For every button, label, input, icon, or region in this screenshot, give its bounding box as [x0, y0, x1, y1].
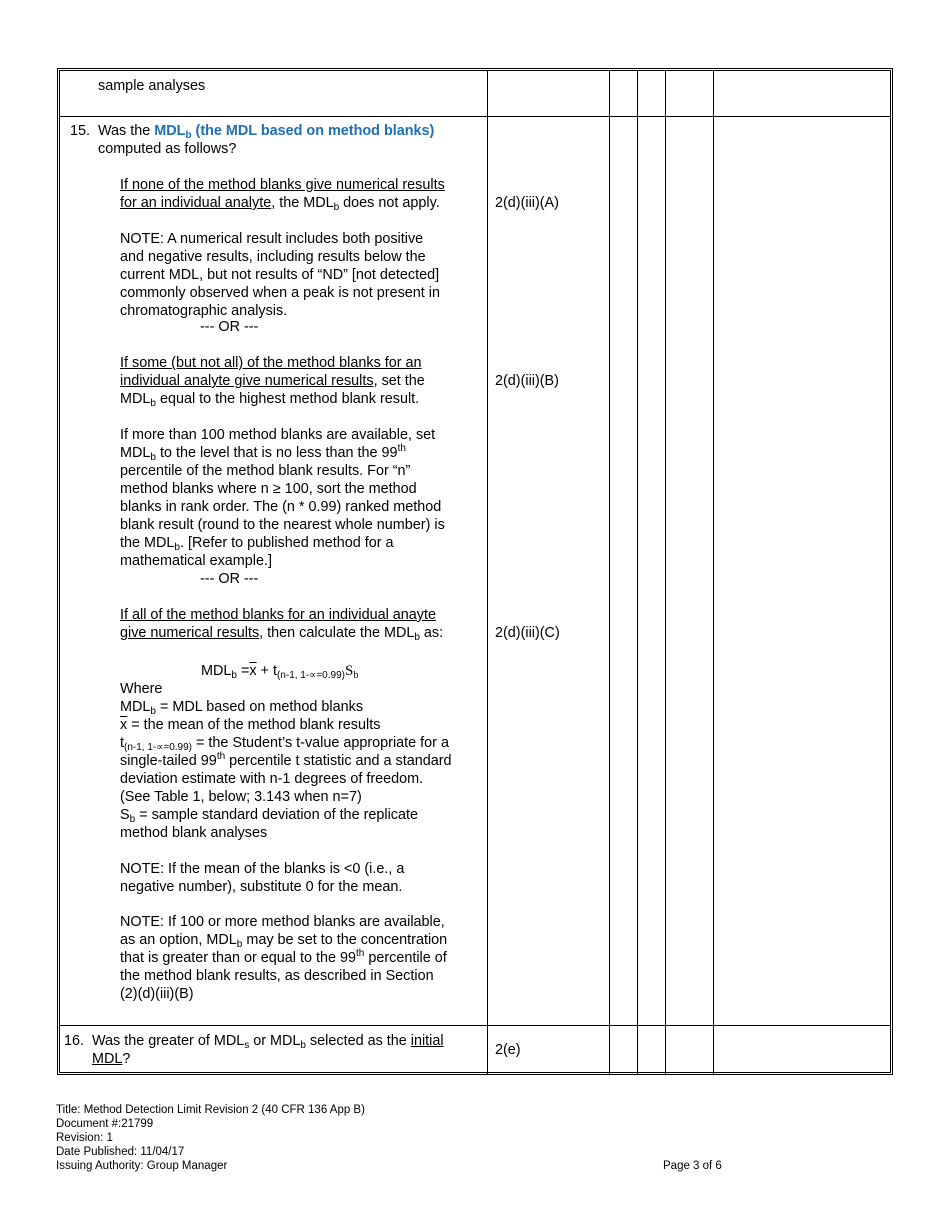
note-line: commonly observed when a peak is not present in [120, 285, 440, 301]
definition-line: single-tailed 99th percentile t statistic and a standard [120, 751, 452, 769]
row-divider [60, 116, 890, 117]
item-15-question-line2: computed as follows? [98, 141, 237, 157]
item-number: 16. [64, 1033, 85, 1049]
definition-line: $t_{(n-1, 1-\propto=0.99)}$ = the Student’s t-value appropriate for a [120, 735, 449, 753]
or-separator: --- OR --- [200, 319, 259, 335]
row-text: sample analyses [98, 78, 206, 94]
reference-cell: 2(d)(iii)(B) [495, 373, 559, 389]
mdl-formula: $MDL_b =\overline{x} + t_{(n-1, 1-\propto=0.99)}S_b$ [201, 663, 359, 681]
note-line: as an option, $MDL_b$ may be set to the concentration [120, 932, 448, 950]
column-divider [713, 71, 714, 1075]
paragraph-line: If some (but not all) of the method blanks for an [120, 355, 422, 371]
footer-revision: Revision: 1 [56, 1132, 113, 1144]
paragraph-line: $MDL_b$ to the level that is no less than the 99th [120, 443, 406, 463]
paragraph-line: percentile of the method blank results. For “n” [120, 463, 411, 479]
definition-line: $S_b$ = sample standard deviation of the replicate [120, 807, 418, 825]
note-line: current MDL, but not results of “ND” [not detected] [120, 267, 440, 283]
paragraph-line: give numerical results, then calculate the $MDL_b$ as: [120, 625, 444, 643]
paragraph-line: blanks in rank order. The (n * 0.99) ranked method [120, 499, 442, 515]
footer-title: Title: Method Detection Limit Revision 2 (40 CFR 136 App B) [56, 1104, 365, 1116]
reference-cell: 2(d)(iii)(A) [495, 195, 559, 211]
note-line: NOTE: If the mean of the blanks is <0 (i.e., a [120, 861, 405, 877]
note-line: NOTE: If 100 or more method blanks are available, [120, 914, 445, 930]
definition-line: (See Table 1, below; 3.143 when n=7) [120, 789, 362, 805]
definition-line: method blank analyses [120, 825, 268, 841]
note-line: chromatographic analysis. [120, 303, 288, 319]
definition-line: deviation estimate with n-1 degrees of freedom. [120, 771, 424, 787]
note-line: negative number), substitute 0 for the mean. [120, 879, 403, 895]
item-number: 15. [70, 123, 91, 139]
note-line: (2)(d)(iii)(B) [120, 986, 194, 1002]
paragraph-line: method blanks where n ≥ 100, sort the method [120, 481, 417, 497]
footer-document: Document #:21799 [56, 1118, 154, 1130]
column-divider [609, 71, 610, 1075]
paragraph-line: mathematical example.] [120, 553, 272, 569]
definition-line: $MDL_b$ = MDL based on method blanks [120, 699, 364, 717]
paragraph-line: If all of the method blanks for an individual anayte [120, 607, 436, 623]
note-line: that is greater than or equal to the 99th percentile of [120, 948, 447, 966]
paragraph-line: If none of the method blanks give numerical results [120, 177, 445, 193]
paragraph-line: $MDL_b$ equal to the highest method blank result. [120, 391, 420, 409]
column-divider [637, 71, 638, 1075]
note-line: and negative results, including results below the [120, 249, 426, 265]
footer-authority: Issuing Authority: Group Manager [56, 1160, 228, 1172]
item-16-question-line2: MDL? [92, 1051, 131, 1067]
note-line: the method blank results, as described in Section [120, 968, 434, 984]
paragraph-line: individual analyte give numerical results, set the [120, 373, 425, 389]
item-15-question: Was the $MDL_b$ (the MDL based on method blanks) [98, 123, 435, 141]
or-separator: --- OR --- [200, 571, 259, 587]
column-divider [665, 71, 666, 1075]
item-16-question: Was the greater of $MDL_s$ or $MDL_b$ selected as the initial [92, 1033, 444, 1051]
reference-cell: 2(d)(iii)(C) [495, 625, 560, 641]
where-label: Where [120, 681, 163, 697]
paragraph-line: blank result (round to the nearest whole number) is [120, 517, 445, 533]
definition-line: $\overline{x}$ = the mean of the method blank results [120, 717, 381, 733]
paragraph-line: for an individual analyte, the $MDL_b$ does not apply. [120, 195, 440, 213]
page-number: Page 3 of 6 [663, 1160, 722, 1172]
footer-date: Date Published: 11/04/17 [56, 1146, 185, 1158]
note-line: NOTE: A numerical result includes both positive [120, 231, 424, 247]
paragraph-line: If more than 100 method blanks are available, set [120, 427, 436, 443]
row-divider [60, 1025, 890, 1026]
reference-cell: 2(e) [495, 1042, 521, 1058]
column-divider [487, 71, 488, 1075]
paragraph-line: the $MDL_b$. [Refer to published method for a [120, 535, 394, 553]
